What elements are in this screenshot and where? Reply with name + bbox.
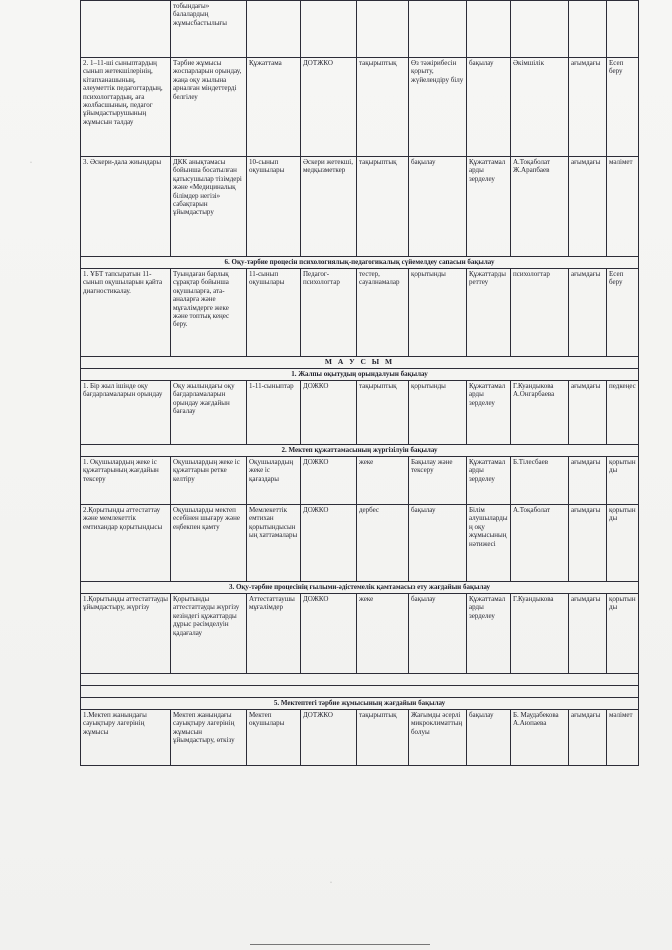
table-cell: Өз тәжірибесін қорыту, жүйелендіру білу	[409, 58, 467, 157]
table-cell: Есеп беру	[607, 269, 639, 357]
table-cell: қорытынды	[409, 381, 467, 445]
table-cell: дербес	[357, 505, 409, 582]
section-row	[81, 257, 639, 269]
table-cell: Педагог-психологтар	[301, 269, 357, 357]
table-cell: 2.Қорытынды аттестаттау және мемлекеттік емтихандар қорытындысы	[81, 505, 171, 582]
table-cell: 1.Қорытынды аттестаттауды ұйымдастыру, жүргізу	[81, 594, 171, 674]
table-cell: Оқушылардың жеке іс қағаздары	[247, 457, 301, 505]
table-row	[81, 58, 639, 157]
table-cell: Құжаттамаларды зерделеу	[467, 381, 511, 445]
table-cell: Әскери жетекші, медқызметкер	[301, 157, 357, 257]
table-cell: 1. ҰБТ тапсыратын 11-сынып оқушыларын қайта диагностикалау.	[81, 269, 171, 357]
table-cell: ДОЖКО	[301, 505, 357, 582]
section-heading: 2. Мектеп құжаттамасының жүргізілуін бақылау	[81, 445, 639, 457]
table-cell	[81, 1, 171, 58]
table-cell: Білім алушылардың оқу жұмысының нәтижесі	[467, 505, 511, 582]
table-cell	[607, 1, 639, 58]
table-cell: ДОЖКО	[301, 381, 357, 445]
table-cell: А.Тоқаболат Ж.Арапбаев	[511, 157, 569, 257]
blank-cell	[81, 674, 639, 686]
section-row	[81, 698, 639, 710]
table-cell: тестер, сауалнамалар	[357, 269, 409, 357]
table-row	[81, 269, 639, 357]
section-row	[81, 582, 639, 594]
table-cell	[409, 1, 467, 58]
table-cell: Мектеп жанындағы сауықтыру лагерінің жұмысын ұйымдастыру, өткізу	[171, 710, 247, 766]
table-cell: қорытынды	[607, 457, 639, 505]
blank-cell	[81, 686, 639, 698]
table-cell: тақырыптық	[357, 157, 409, 257]
table-row	[81, 157, 639, 257]
table-cell: ағымдағы	[569, 269, 607, 357]
month-row	[81, 357, 639, 369]
table-cell	[569, 1, 607, 58]
table-cell	[247, 1, 301, 58]
scan-edge-line	[250, 944, 430, 945]
table-cell: 1.Мектеп жанындағы сауықтыру лагерінің жұмысы	[81, 710, 171, 766]
table-cell: Тәрбие жұмысы жоспарларын орындау, жаңа оқу жылына арналған міндеттерді белгілеу	[171, 58, 247, 157]
table-cell: Құжаттамаларды зерделеу	[467, 594, 511, 674]
table-cell: 1. Бір жыл ішінде оқу бағдарламаларын орындау	[81, 381, 171, 445]
section-heading: 3. Оқу-тәрбие процесінің ғылыми-әдістемелік қамтамасыз ету жағдайын бақылау	[81, 582, 639, 594]
table-cell: қорытынды	[607, 505, 639, 582]
section-heading: 1. Жалпы оқытудың орындалуын бақылау	[81, 369, 639, 381]
table-cell: Құжаттамаларды зерделеу	[467, 157, 511, 257]
table-cell: ағымдағы	[569, 505, 607, 582]
table-cell: А.Тоқаболат	[511, 505, 569, 582]
table-cell: ДКК анықтамасы бойынша босатылған қатысушылар тізімдері және «Медициналық білімдер негізі» сабақтарын ұйымдастыру	[171, 157, 247, 257]
scan-speck: ·	[330, 880, 332, 886]
table-cell: Мектеп оқушылары	[247, 710, 301, 766]
table-cell: қорытынды	[607, 594, 639, 674]
table-cell: тобындағы» балалардың жұмысбастылығы	[171, 1, 247, 58]
table-cell: 11-сынып оқушылары	[247, 269, 301, 357]
table-cell: ДОЖКО	[301, 594, 357, 674]
table-cell: ДОТЖКО	[301, 58, 357, 157]
scan-speck: ·	[30, 160, 32, 166]
table-cell: 2. 1–11-ші сыныптардың сынып жетекшілерінің, кітапханашының, әлеуметтік педагогтардың, психологтардың, аға жолбасшының, педагог ұйымдастырушының жұмысын талдау	[81, 58, 171, 157]
table-cell: Мемлекеттік емтихан қорытындысының хаттамалары	[247, 505, 301, 582]
control-plan-table	[80, 0, 639, 766]
table-cell: Құжаттамаларды зерделеу	[467, 457, 511, 505]
table-cell: Бақылау және тексеру	[409, 457, 467, 505]
section-heading: 5. Мектептегі тәрбие жұмысының жағдайын бақылау	[81, 698, 639, 710]
table-cell: ДОЖКО	[301, 457, 357, 505]
table-cell: Есеп беру	[607, 58, 639, 157]
table-cell	[357, 1, 409, 58]
table-cell: 3. Әскери-дала жиындары	[81, 157, 171, 257]
table-cell: тақырыптық	[357, 381, 409, 445]
table-cell: тақырыптық	[357, 710, 409, 766]
table-cell: қорытынды	[409, 269, 467, 357]
table-cell: бақылау	[409, 594, 467, 674]
section-heading: 6. Оқу-тәрбие процесін психологиялық-педагогикалық сүйемелдеу сапасын бақылау	[81, 257, 639, 269]
table-cell: Г.Куандыкова А.Онгарбаева	[511, 381, 569, 445]
table-cell: Әкімшілік	[511, 58, 569, 157]
table-cell: ағымдағы	[569, 594, 607, 674]
blank-row	[81, 686, 639, 698]
table-row	[81, 594, 639, 674]
table-cell: Оқушылардың жеке іс құжаттарын ретке келтіру	[171, 457, 247, 505]
table-row	[81, 457, 639, 505]
table-cell: ағымдағы	[569, 58, 607, 157]
table-cell: Оқу жылындағы оқу бағдарламаларын орындау жағдайын бағалау	[171, 381, 247, 445]
table-cell: ДОТЖКО	[301, 710, 357, 766]
table-cell: Оқушыларды мектеп есебінен шығару және еңбекпен қамту	[171, 505, 247, 582]
table-cell: бақылау	[467, 58, 511, 157]
table-cell: Б. Маудабекова А.Аюпаева	[511, 710, 569, 766]
table-cell: психологтар	[511, 269, 569, 357]
table-cell	[511, 1, 569, 58]
month-heading: М А У С Ы М	[81, 357, 639, 369]
table-cell: 10-сынып оқушылары	[247, 157, 301, 257]
table-cell: Құжаттама	[247, 58, 301, 157]
table-cell: педкеңес	[607, 381, 639, 445]
table-cell: Қорытынды аттестаттауды жүргізу кезіндегі құжаттарды дұрыс рәсімделуін қадағалау	[171, 594, 247, 674]
blank-row	[81, 674, 639, 686]
table-cell: Аттестаттаушы мұғалімдер	[247, 594, 301, 674]
table-cell: Құжаттарды реттеу	[467, 269, 511, 357]
table-cell: мәлімет	[607, 157, 639, 257]
table-cell: ағымдағы	[569, 710, 607, 766]
table-row	[81, 381, 639, 445]
table-cell: ағымдағы	[569, 457, 607, 505]
table-row	[81, 710, 639, 766]
table-cell: бақылау	[409, 505, 467, 582]
section-row	[81, 445, 639, 457]
table-cell	[301, 1, 357, 58]
table-cell: тақырыптық	[357, 58, 409, 157]
table-cell: Туындаған барлық сұрақтар бойынша оқушыларға, ата-аналарға және мұғалімдерге жеке және топтық кеңес беру.	[171, 269, 247, 357]
table-cell: ағымдағы	[569, 157, 607, 257]
table-cell: 1. Оқушылардың жеке іс құжаттарының жағдайын тексеру	[81, 457, 171, 505]
section-row	[81, 369, 639, 381]
table-cell: бақылау	[409, 157, 467, 257]
table-cell: жеке	[357, 594, 409, 674]
table-cell: жеке	[357, 457, 409, 505]
table-cell: Жағымды әсерлі микроклиматтың болуы	[409, 710, 467, 766]
table-cell: бақылау	[467, 710, 511, 766]
table-cell	[467, 1, 511, 58]
table-cell: Б.Тілесбаев	[511, 457, 569, 505]
table-cell: ағымдағы	[569, 381, 607, 445]
table-row	[81, 1, 639, 58]
table-row	[81, 505, 639, 582]
table-cell: мәлімет	[607, 710, 639, 766]
table-cell: Г.Куандыкова	[511, 594, 569, 674]
table-cell: 1-11-сыныптар	[247, 381, 301, 445]
